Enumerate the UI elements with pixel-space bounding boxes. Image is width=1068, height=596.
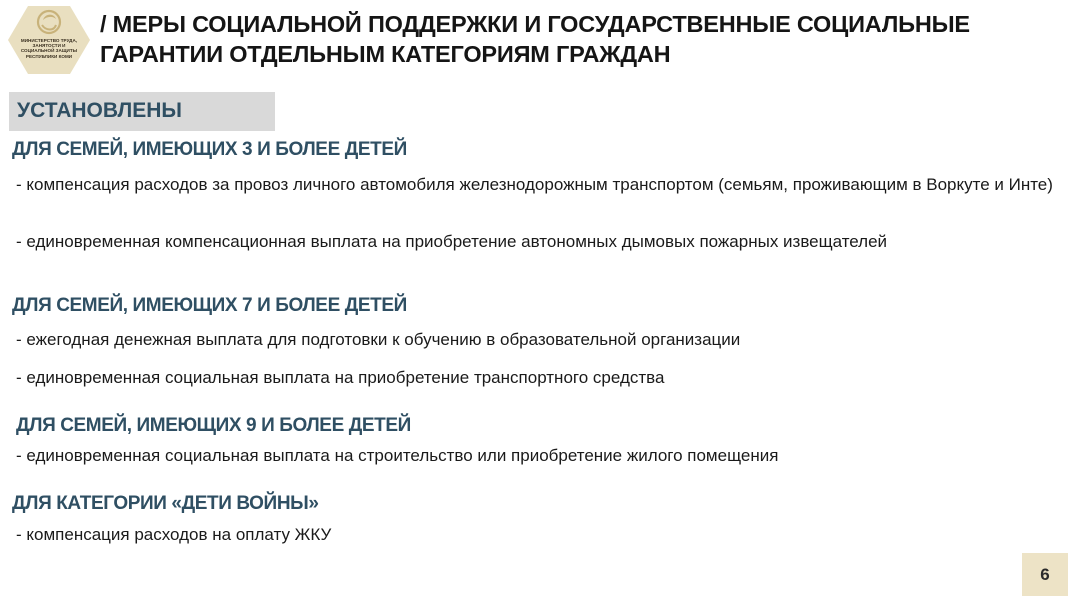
list-item: - ежегодная денежная выплата для подготовки к обучению в образовательной организации — [16, 330, 741, 349]
list-item: - компенсация расходов на оплату ЖКУ — [16, 525, 332, 544]
list-item: - компенсация расходов за провоз личного автомобиля железнодорожным транспортом (семьям, проживающим в Воркуте и Инте) — [16, 175, 1053, 194]
list-item: - единовременная компенсационная выплата на приобретение автономных дымовых пожарных извещателей — [16, 232, 888, 251]
ministry-logo — [6, 4, 92, 76]
page-title: / МЕРЫ СОЦИАЛЬНОЙ ПОДДЕРЖКИ И ГОСУДАРСТВЕННЫЕ СОЦИАЛЬНЫЕ ГАРАНТИИ ОТДЕЛЬНЫМ КАТЕГОРИЯМ ГРАЖДАН — [100, 11, 970, 67]
logo-caption: МИНИСТЕРСТВО ТРУДА, ЗАНЯТОСТИ И СОЦИАЛЬНОЙ ЗАЩИТЫ РЕСПУБЛИКИ КОМИ — [20, 38, 78, 59]
page-number: 6 — [1022, 553, 1068, 596]
section-heading-7-children: ДЛЯ СЕМЕЙ, ИМЕЮЩИХ 7 И БОЛЕЕ ДЕТЕЙ — [12, 295, 407, 316]
established-label: УСТАНОВЛЕНЫ — [17, 99, 182, 122]
list-item: - единовременная социальная выплата на строительство или приобретение жилого помещения — [16, 446, 779, 465]
section-heading-war-children: ДЛЯ КАТЕГОРИИ «ДЕТИ ВОЙНЫ» — [12, 493, 319, 514]
section-heading-9-children: ДЛЯ СЕМЕЙ, ИМЕЮЩИХ 9 И БОЛЕЕ ДЕТЕЙ — [16, 415, 411, 436]
list-item: - единовременная социальная выплата на приобретение транспортного средства — [16, 368, 665, 387]
established-label-box — [9, 92, 275, 131]
section-heading-3-children: ДЛЯ СЕМЕЙ, ИМЕЮЩИХ 3 И БОЛЕЕ ДЕТЕЙ — [12, 139, 407, 160]
